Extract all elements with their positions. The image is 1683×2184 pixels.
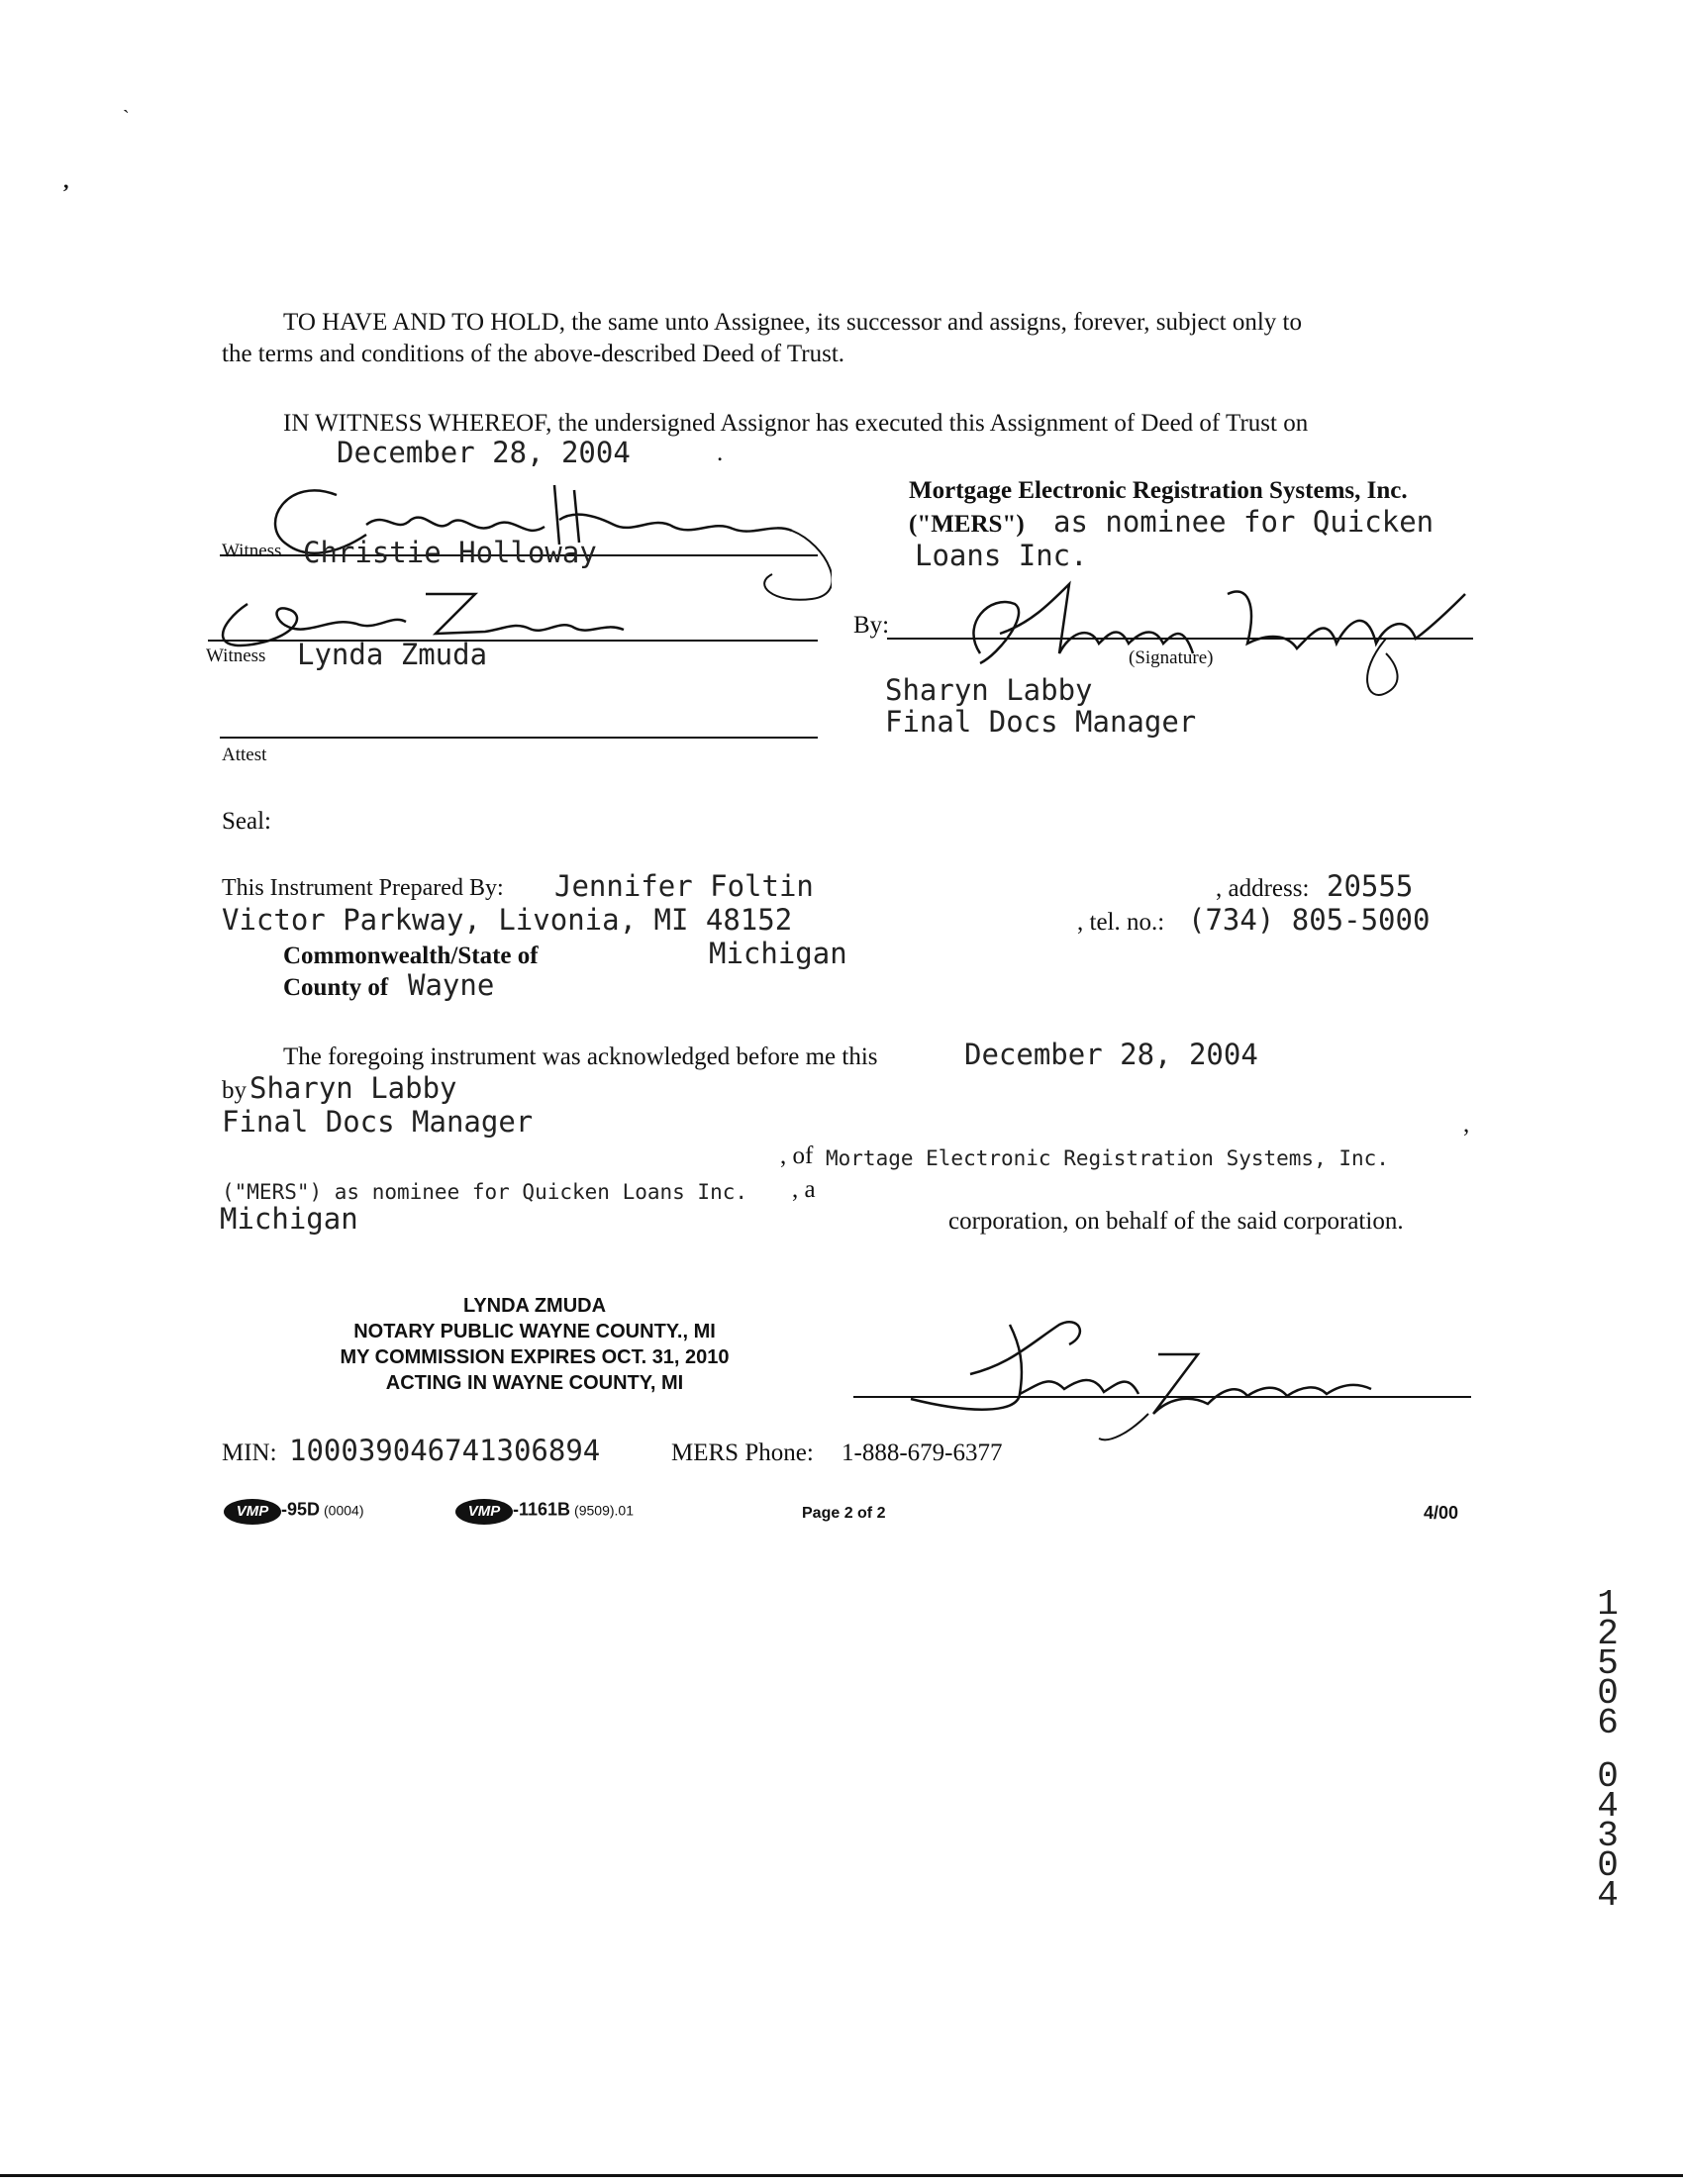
period: .	[717, 440, 724, 466]
state-value: Michigan	[709, 937, 847, 970]
preparer-name: Jennifer Foltin	[554, 869, 814, 903]
witness-1-name: Christie Holloway	[303, 536, 597, 569]
address-label: , address:	[1216, 875, 1310, 902]
prepared-by-label: This Instrument Prepared By:	[222, 875, 504, 901]
nominee-line-2: Loans Inc.	[915, 539, 1088, 572]
form-1-number: -95D	[281, 1499, 321, 1520]
address-number: 20555	[1327, 869, 1414, 903]
notary-stamp	[307, 1293, 762, 1396]
a-label: , a	[792, 1176, 816, 1203]
address-line-2: Victor Parkway, Livonia, MI 48152	[222, 903, 793, 937]
form-1-code: (0004)	[324, 1502, 364, 1519]
witness-2-label: Witness	[206, 645, 266, 666]
vmp-logo-icon: VMP	[455, 1499, 513, 1525]
attest-label: Attest	[222, 745, 267, 765]
signer-title: Final Docs Manager	[885, 705, 1197, 739]
min-number: 100039046741306894	[289, 1434, 601, 1467]
county-label: County of	[283, 974, 389, 1001]
execution-date: December 28, 2004	[337, 436, 631, 469]
acknowledgment-text: The foregoing instrument was acknowledged before me this	[283, 1043, 878, 1070]
of-entity: Mortage Electronic Registration Systems, Inc.	[826, 1146, 1389, 1170]
margin-number-part-1: 12506	[1597, 1584, 1619, 1743]
witness-1-label: Witness	[222, 541, 282, 561]
corporation-text: corporation, on behalf of the said corporation.	[948, 1208, 1404, 1235]
form-2-number: -1161B	[513, 1499, 571, 1520]
mers-abbreviation: ("MERS")	[909, 511, 1025, 538]
attest-line	[220, 737, 818, 739]
county-value: Wayne	[408, 968, 495, 1002]
acknowledged-by-name: Sharyn Labby	[249, 1071, 457, 1105]
acknowledgment-state: Michigan	[220, 1202, 358, 1236]
scan-mark: `	[123, 107, 130, 129]
signature-caption: (Signature)	[1129, 647, 1214, 668]
habendum-line-1: TO HAVE AND TO HOLD, the same unto Assignee, its successor and assigns, forever, subject only to	[283, 309, 1302, 336]
notary-commission: MY COMMISSION EXPIRES OCT. 31, 2010	[340, 1346, 730, 1368]
margin-number-part-2: 04304	[1597, 1756, 1619, 1916]
seal-label: Seal:	[222, 808, 271, 835]
habendum-line-2: the terms and conditions of the above-described Deed of Trust.	[222, 341, 845, 367]
mers-phone-label: MERS Phone:	[671, 1439, 814, 1466]
margin-number	[1590, 1584, 1626, 1916]
min-label: MIN:	[222, 1439, 277, 1466]
revision: 4/00	[1424, 1503, 1459, 1523]
notary-signature	[851, 1305, 1406, 1443]
form-1	[224, 1499, 363, 1525]
acknowledgment-date: December 28, 2004	[964, 1038, 1258, 1071]
scan-mark: ,	[63, 168, 69, 193]
vmp-logo-icon: VMP	[224, 1499, 281, 1525]
trailing-comma: ,	[1463, 1111, 1470, 1138]
form-2-code: (9509).01	[574, 1502, 634, 1519]
assignor-signature-line	[887, 638, 1473, 640]
form-2	[455, 1499, 634, 1525]
telephone: (734) 805-5000	[1188, 903, 1431, 937]
mers-phone: 1-888-679-6377	[842, 1439, 1003, 1466]
witness-2-name: Lynda Zmuda	[297, 638, 488, 671]
notary-name: LYNDA ZMUDA	[462, 1295, 607, 1317]
acknowledged-title: Final Docs Manager	[222, 1105, 534, 1139]
notary-county: NOTARY PUBLIC WAYNE COUNTY., MI	[353, 1321, 716, 1342]
by-prefix: by	[222, 1077, 247, 1104]
entity-line-2: ("MERS") as nominee for Quicken Loans Inc.	[222, 1180, 748, 1204]
of-label: , of	[780, 1142, 814, 1169]
scan-bottom-edge	[0, 2174, 1683, 2177]
witness-whereof-text: IN WITNESS WHEREOF, the undersigned Assignor has executed this Assignment of Deed of Trust on	[283, 410, 1309, 437]
nominee-line-1: as nominee for Quicken	[1053, 505, 1435, 539]
state-label: Commonwealth/State of	[283, 943, 539, 969]
page-number: Page 2 of 2	[802, 1505, 886, 1522]
signer-name: Sharyn Labby	[885, 673, 1093, 707]
assignor-name: Mortgage Electronic Registration Systems, Inc.	[909, 477, 1408, 504]
by-label: By:	[853, 612, 890, 639]
tel-label: , tel. no.:	[1077, 909, 1165, 936]
notary-signature-line	[853, 1396, 1471, 1398]
notary-acting: ACTING IN WAYNE COUNTY, MI	[385, 1372, 684, 1394]
